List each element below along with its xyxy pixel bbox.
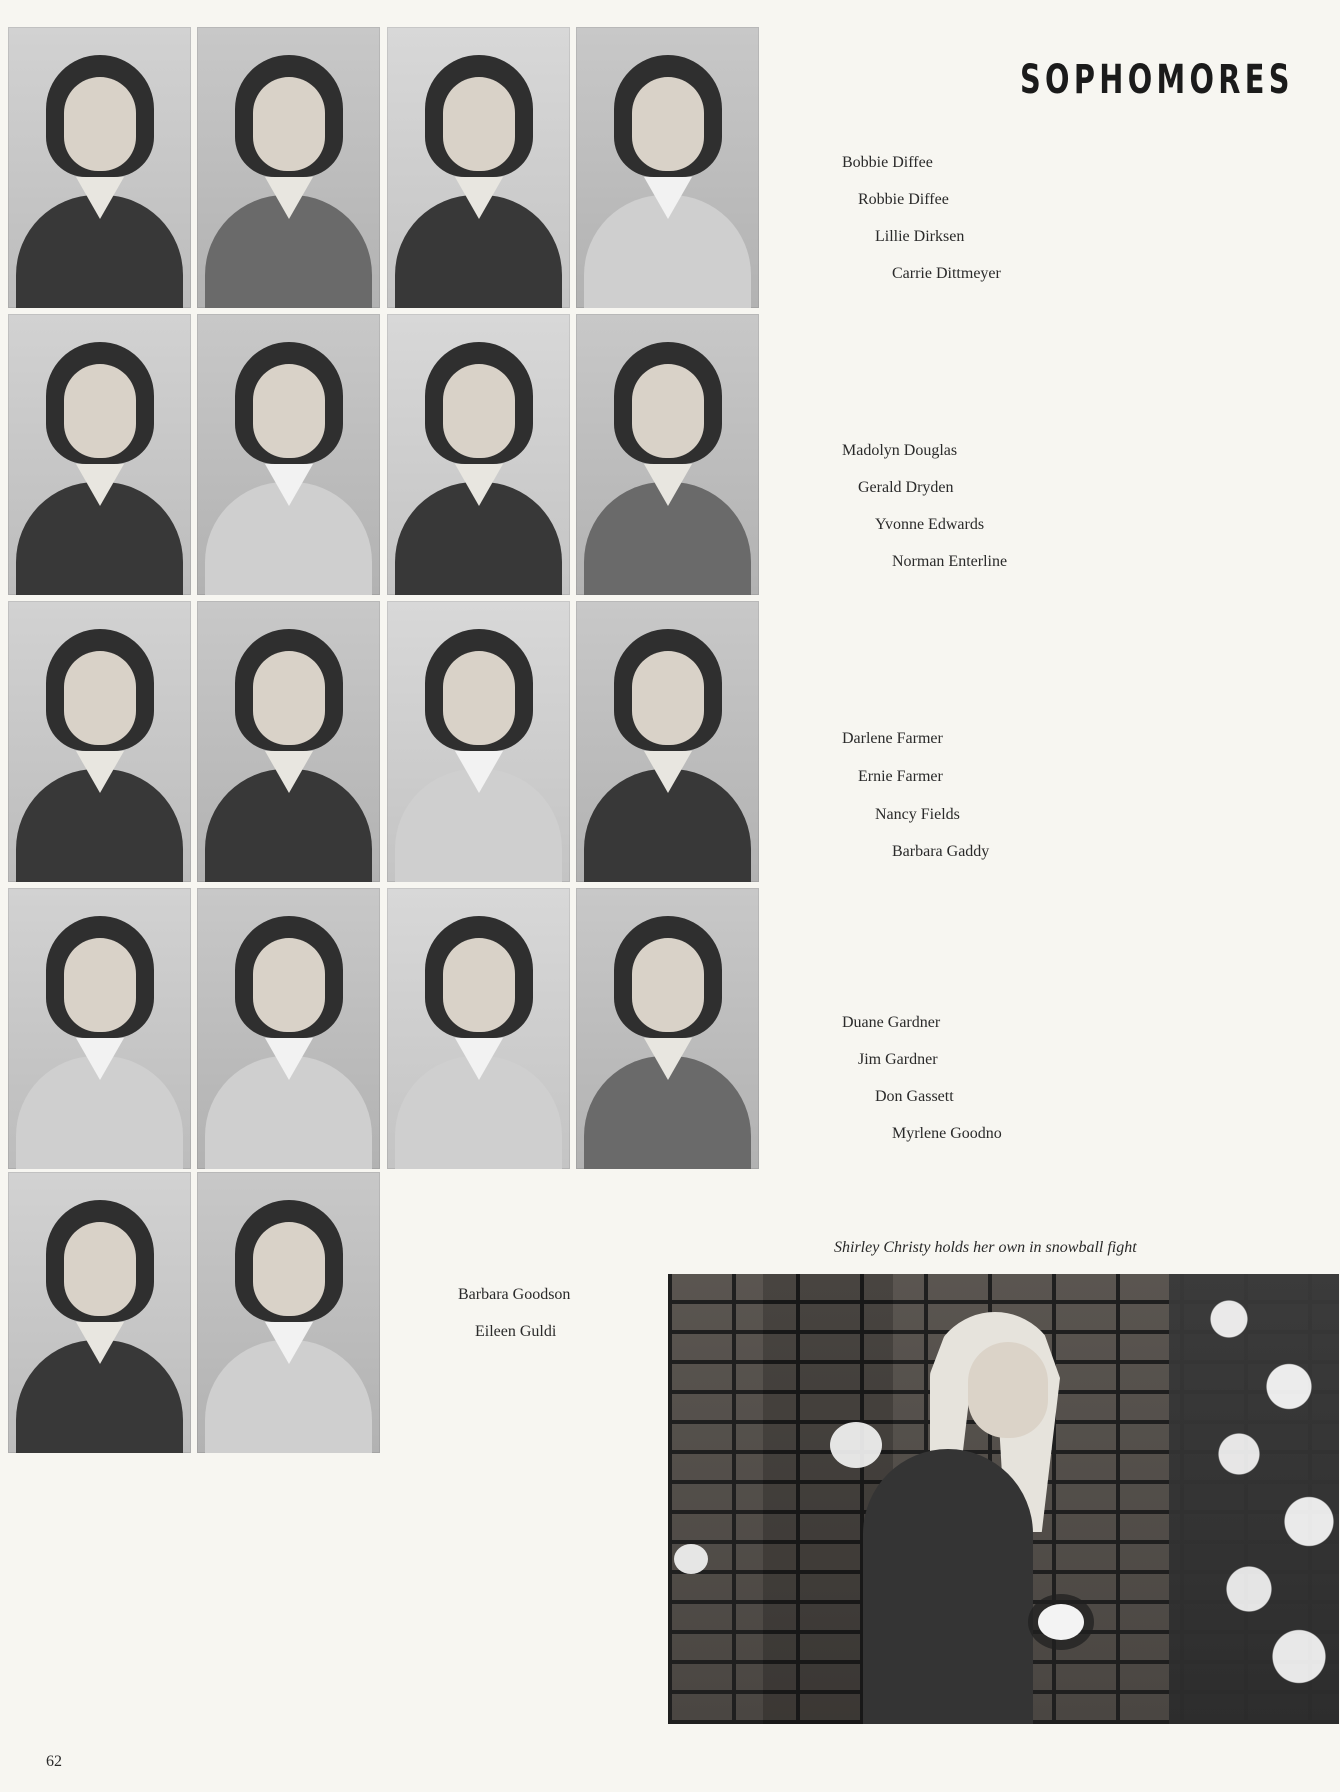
portrait-photo xyxy=(8,601,191,882)
portrait-photo xyxy=(197,27,380,308)
portrait-photo xyxy=(8,27,191,308)
student-name: Darlene Farmer xyxy=(842,730,943,747)
portrait-photo xyxy=(387,601,570,882)
portrait-photo xyxy=(197,888,380,1169)
snowball-fight-photo xyxy=(668,1274,1339,1724)
student-name: Robbie Diffee xyxy=(858,191,949,208)
portrait-photo xyxy=(576,27,759,308)
portrait-photo xyxy=(197,314,380,595)
student-name: Bobbie Diffee xyxy=(842,154,933,171)
student-name: Nancy Fields xyxy=(875,806,960,823)
page-number: 62 xyxy=(46,1753,62,1770)
portrait-photo xyxy=(8,888,191,1169)
portrait-photo xyxy=(576,314,759,595)
student-name: Madolyn Douglas xyxy=(842,442,958,459)
portrait-photo xyxy=(8,314,191,595)
portrait-photo xyxy=(576,601,759,882)
student-name: Myrlene Goodno xyxy=(892,1125,1002,1142)
portrait-photo xyxy=(197,601,380,882)
portrait-photo xyxy=(387,314,570,595)
student-name: Lillie Dirksen xyxy=(875,228,965,245)
student-name: Yvonne Edwards xyxy=(875,516,985,533)
student-name: Barbara Goodson xyxy=(458,1286,571,1303)
student-name: Jim Gardner xyxy=(858,1051,938,1068)
student-name: Eileen Guldi xyxy=(475,1323,557,1340)
student-name: Ernie Farmer xyxy=(858,768,943,785)
portrait-photo xyxy=(576,888,759,1169)
portrait-photo xyxy=(8,1172,191,1453)
student-name: Gerald Dryden xyxy=(858,479,954,496)
section-title: SOPHOMORES xyxy=(1020,57,1294,103)
student-name: Barbara Gaddy xyxy=(892,843,990,860)
student-name: Norman Enterline xyxy=(892,553,1008,570)
student-name: Carrie Dittmeyer xyxy=(892,265,1001,282)
portrait-photo xyxy=(387,27,570,308)
photo-caption: Shirley Christy holds her own in snowball fight xyxy=(834,1239,1137,1256)
portrait-photo xyxy=(197,1172,380,1453)
portrait-photo xyxy=(387,888,570,1169)
student-name: Don Gassett xyxy=(875,1088,954,1105)
student-name: Duane Gardner xyxy=(842,1014,941,1031)
